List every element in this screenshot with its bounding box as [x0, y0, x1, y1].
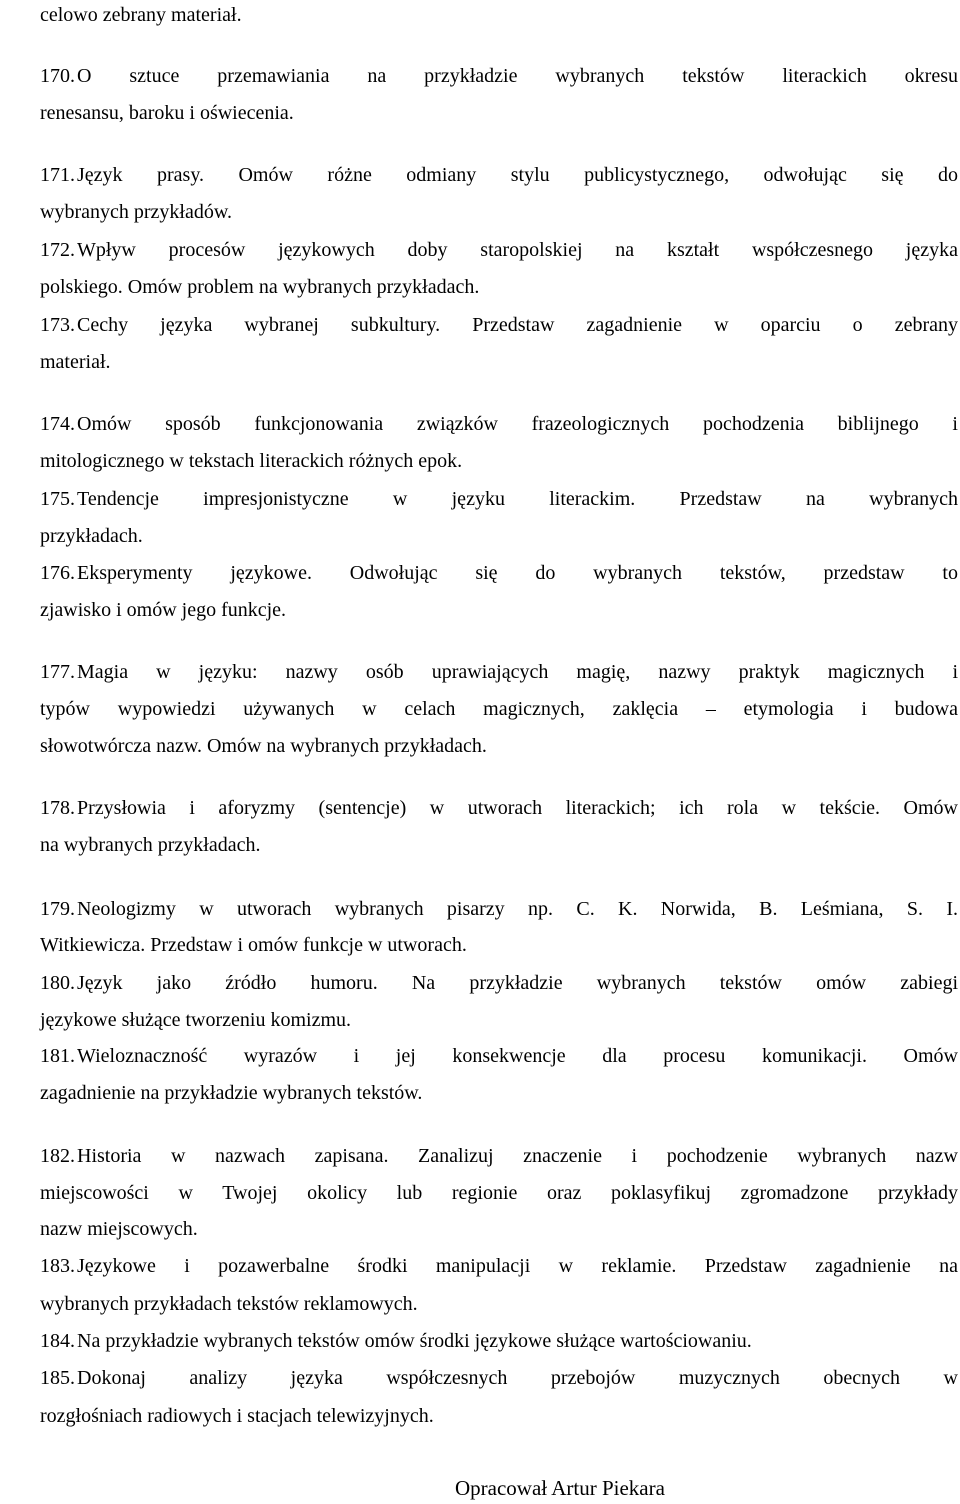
list-item-175: [40, 486, 958, 512]
item-line: Język jako źródło humoru. Na przykładzie wybranych tekstów omów zabiegi: [77, 972, 958, 994]
item-number: 173.: [40, 314, 75, 336]
item-line: zagadnienie na przykładzie wybranych tekstów.: [40, 1082, 423, 1104]
intro-tail-text: celowo zebrany materiał.: [40, 4, 242, 26]
item-line: Omów sposób funkcjonowania związków frazeologicznych pochodzenia biblijnego i: [77, 413, 958, 435]
item-number: 180.: [40, 972, 75, 994]
list-item-176: [40, 560, 958, 586]
item-line: Dokonaj analizy języka współczesnych przebojów muzycznych obecnych w: [77, 1367, 958, 1389]
item-line: przykładach.: [40, 525, 143, 547]
item-line: na wybranych przykładach.: [40, 834, 261, 856]
item-line: wybranych przykładach tekstów reklamowych.: [40, 1293, 418, 1315]
item-number: 176.: [40, 562, 75, 584]
item-line: Magia w języku: nazwy osób uprawiających magię, nazwy praktyk magicznych i: [77, 661, 958, 683]
item-number: 172.: [40, 239, 75, 261]
item-line: wybranych przykładów.: [40, 201, 232, 223]
item-line: Eksperymenty językowe. Odwołując się do wybranych tekstów, przedstaw to: [77, 562, 958, 584]
item-line: Witkiewicza. Przedstaw i omów funkcje w utworach.: [40, 934, 467, 956]
item-number: 177.: [40, 661, 75, 683]
item-line: Wieloznaczność wyrazów i jej konsekwencje dla procesu komunikacji. Omów: [77, 1045, 958, 1067]
item-line: Wpływ procesów językowych doby staropolskiej na kształt współczesnego języka: [77, 239, 958, 261]
item-number: 170.: [40, 65, 75, 87]
item-line: Cechy języka wybranej subkultury. Przedstaw zagadnienie w oparciu o zebrany: [77, 314, 958, 336]
item-line: Historia w nazwach zapisana. Zanalizuj znaczenie i pochodzenie wybranych nazw: [77, 1145, 958, 1167]
item-line: zjawisko i omów jego funkcje.: [40, 599, 287, 621]
item-line: Przysłowia i aforyzmy (sentencje) w utworach literackich; ich rola w tekście. Omów: [77, 797, 958, 819]
list-item-179: [40, 896, 958, 922]
item-line: mitologicznego w tekstach literackich różnych epok.: [40, 450, 463, 472]
list-item-180: [40, 970, 958, 996]
list-item-171: [40, 162, 958, 188]
item-number: 174.: [40, 413, 75, 435]
item-number: 175.: [40, 488, 75, 510]
item-number: 183.: [40, 1255, 75, 1277]
item-line: nazw miejscowych.: [40, 1218, 198, 1240]
list-item-170: [40, 63, 958, 89]
author-footer: Opracował Artur Piekara: [455, 1476, 665, 1500]
item-number: 185.: [40, 1367, 75, 1389]
item-line: Język prasy. Omów różne odmiany stylu publicystycznego, odwołując się do: [77, 164, 958, 186]
list-item-184: [40, 1328, 958, 1354]
item-line: Neologizmy w utworach wybranych pisarzy np. C. K. Norwida, B. Leśmiana, S. I.: [77, 898, 958, 920]
item-line: językowe służące tworzeniu komizmu.: [40, 1009, 351, 1031]
item-line: typów wypowiedzi używanych w celach magicznych, zaklęcia – etymologia i budowa: [40, 698, 958, 720]
list-item-181: [40, 1043, 958, 1069]
item-line: Tendencje impresjonistyczne w języku literackim. Przedstaw na wybranych: [77, 488, 958, 510]
item-number: 182.: [40, 1145, 75, 1167]
item-number: 179.: [40, 898, 75, 920]
item-line: miejscowości w Twojej okolicy lub regionie oraz poklasyfikuj zgromadzone przykłady: [40, 1182, 958, 1204]
item-line: renesansu, baroku i oświecenia.: [40, 102, 294, 124]
item-line: polskiego. Omów problem na wybranych przykładach.: [40, 276, 480, 298]
item-number: 181.: [40, 1045, 75, 1067]
item-line: Językowe i pozawerbalne środki manipulacji w reklamie. Przedstaw zagadnienie na: [77, 1255, 958, 1277]
list-item-173: [40, 312, 958, 338]
list-item-177: [40, 659, 958, 685]
item-line: materiał.: [40, 351, 111, 373]
item-line: słowotwórcza nazw. Omów na wybranych przykładach.: [40, 735, 487, 757]
list-item-183: [40, 1253, 958, 1279]
item-number: 178.: [40, 797, 75, 819]
list-item-185: [40, 1365, 958, 1391]
list-item-174: [40, 411, 958, 437]
item-line: Na przykładzie wybranych tekstów omów środki językowe służące wartościowaniu.: [77, 1330, 752, 1352]
item-number: 184.: [40, 1330, 75, 1352]
list-item-182: [40, 1143, 958, 1169]
item-line: O sztuce przemawiania na przykładzie wybranych tekstów literackich okresu: [77, 65, 958, 87]
item-line: rozgłośniach radiowych i stacjach telewizyjnych.: [40, 1405, 434, 1427]
list-item-178: [40, 795, 958, 821]
list-item-172: [40, 237, 958, 263]
item-number: 171.: [40, 164, 75, 186]
